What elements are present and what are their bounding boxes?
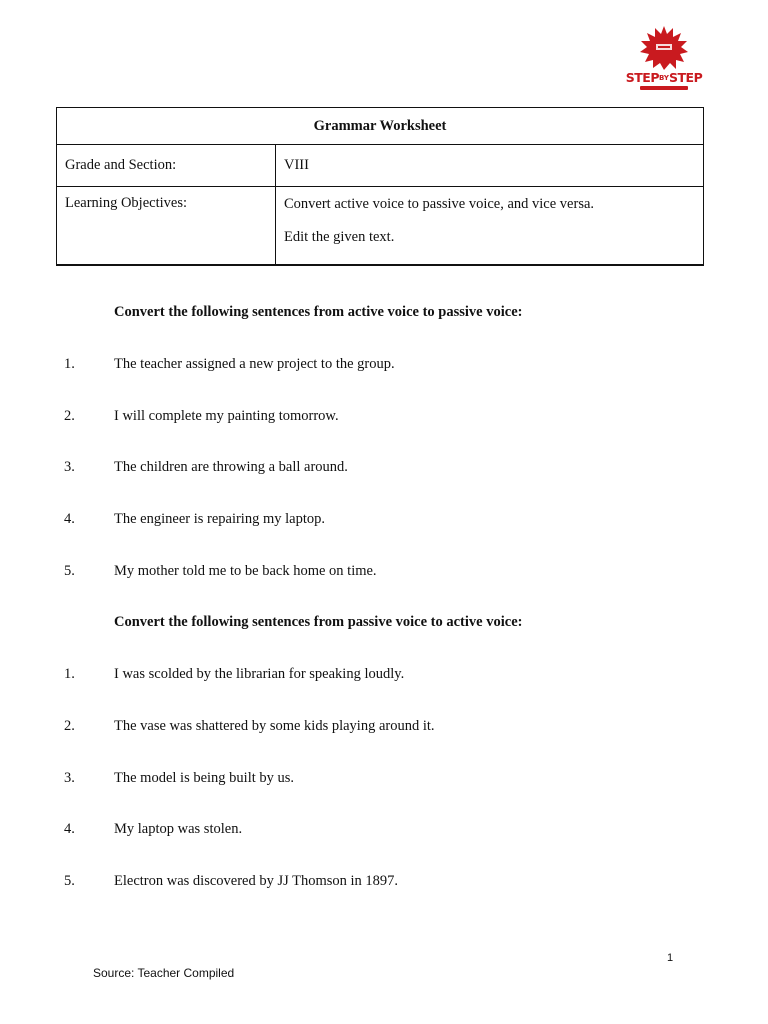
grade-value: VIII [276, 145, 704, 187]
item-number: 3. [64, 459, 75, 475]
item-text: The children are throwing a ball around. [114, 459, 348, 475]
school-logo [624, 26, 704, 92]
list-item [64, 770, 294, 787]
objective-1: Convert active voice to passive voice, and vice versa. [284, 196, 595, 212]
logo-word-step: STEP [625, 70, 659, 85]
worksheet-info-table [56, 107, 704, 266]
page-number: 1 [667, 952, 674, 964]
list-item [64, 511, 325, 528]
section-heading-passive-to-active: Convert the following sentences from passive voice to active voice: [114, 614, 523, 630]
sunburst-logo-icon [640, 26, 688, 70]
objectives-cell [276, 187, 704, 266]
item-text: I was scolded by the librarian for speaking loudly. [114, 666, 405, 682]
logo-underline-bar [640, 86, 688, 90]
item-number: 2. [64, 718, 75, 734]
list-item [64, 459, 348, 476]
item-text: The teacher assigned a new project to the group. [114, 356, 395, 372]
item-text: The engineer is repairing my laptop. [114, 511, 325, 527]
item-text: My mother told me to be back home on time. [114, 563, 377, 579]
section-heading-active-to-passive: Convert the following sentences from active voice to passive voice: [114, 304, 523, 320]
logo-word-step-2: STEP [669, 70, 703, 85]
list-item [64, 356, 395, 373]
item-number: 4. [64, 821, 75, 837]
item-text: The model is being built by us. [114, 770, 295, 786]
list-item [64, 821, 242, 838]
item-number: 4. [64, 511, 75, 527]
item-text: The vase was shattered by some kids playing around it. [114, 718, 435, 734]
item-number: 1. [64, 356, 75, 372]
item-number: 5. [64, 873, 75, 889]
list-item [64, 873, 398, 890]
logo-word-by: BY [658, 74, 670, 82]
list-item [64, 408, 339, 425]
worksheet-title: Grammar Worksheet [57, 108, 704, 145]
item-text: My laptop was stolen. [114, 821, 243, 837]
item-number: 5. [64, 563, 75, 579]
item-text: I will complete my painting tomorrow. [114, 408, 339, 424]
item-number: 3. [64, 770, 75, 786]
footer-source: Source: Teacher Compiled [93, 966, 235, 980]
item-text: Electron was discovered by JJ Thomson in 1897. [114, 873, 399, 889]
item-number: 1. [64, 666, 75, 682]
objective-2: Edit the given text. [284, 229, 395, 245]
list-item [64, 563, 377, 580]
list-item [64, 666, 404, 683]
grade-label: Grade and Section: [57, 145, 276, 187]
list-item [64, 718, 435, 735]
objectives-label: Learning Objectives: [57, 187, 276, 266]
logo-wordmark [624, 70, 704, 85]
item-number: 2. [64, 408, 75, 424]
